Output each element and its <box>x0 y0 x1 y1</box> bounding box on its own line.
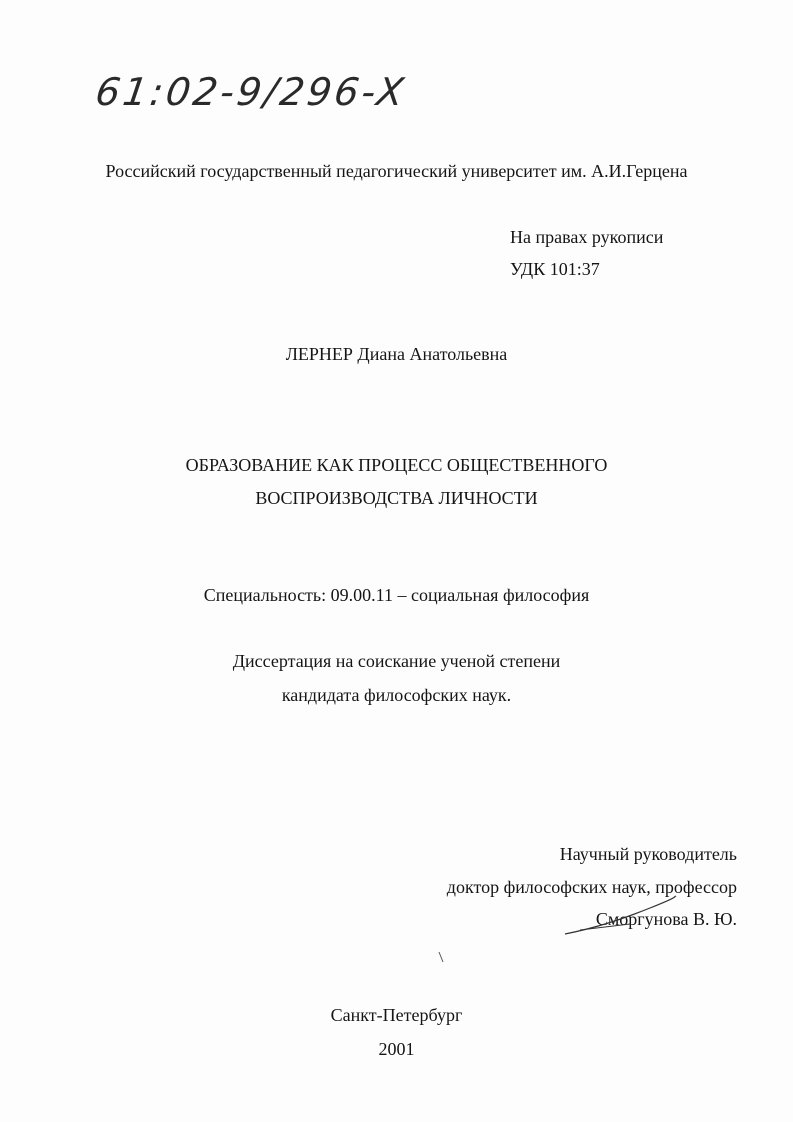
university-name: Российский государственный педагогический университет им. А.И.Герцена <box>105 161 688 181</box>
degree-line-1: Диссертация на соискание ученой степени <box>232 651 561 671</box>
specialty: Специальность: 09.00.11 – социальная философия <box>203 585 590 605</box>
archive-code-handwritten: 61:02-9/296-X <box>92 70 410 114</box>
city: Санкт-Петербург <box>330 1005 463 1025</box>
year: 2001 <box>378 1039 415 1059</box>
manuscript-rights: На правах рукописи <box>510 227 664 247</box>
title-line-2: ВОСПРОИЗВОДСТВА ЛИЧНОСТИ <box>255 488 538 508</box>
advisor-name: Сморгунова В. Ю. <box>595 909 737 929</box>
signature-icon <box>560 890 680 940</box>
advisor-rank: доктор философских наук, профессор <box>446 877 737 897</box>
author-name: ЛЕРНЕР Диана Анатольевна <box>285 344 508 364</box>
udc-code: УДК 101:37 <box>510 259 600 279</box>
title-line-1: ОБРАЗОВАНИЕ КАК ПРОЦЕСС ОБЩЕСТВЕННОГО <box>185 455 608 475</box>
advisor-label: Научный руководитель <box>559 844 737 864</box>
degree-line-2: кандидата философских наук. <box>281 685 512 705</box>
pen-mark-icon <box>436 950 448 966</box>
